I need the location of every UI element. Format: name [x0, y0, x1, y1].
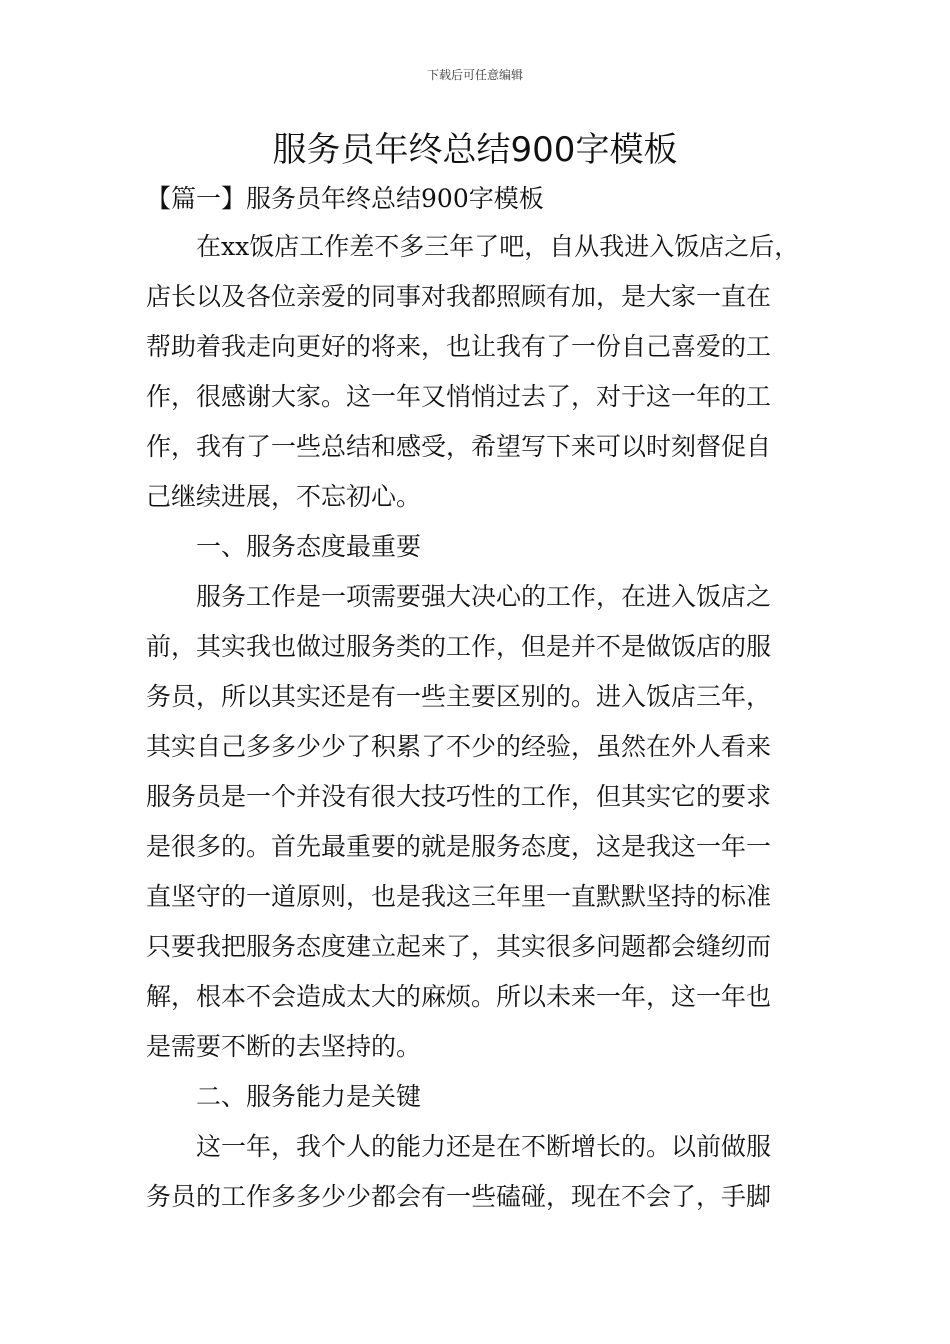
text-line: 直坚守的一道原则，也是我这三年里一直默默坚持的标准: [146, 882, 772, 911]
text-line: 务员，所以其实还是有一些主要区别的。进入饭店三年，: [146, 682, 772, 711]
document-body: [146, 176, 811, 1222]
document-title: 服务员年终总结900字模板: [272, 130, 678, 170]
header-note: 下载后可任意编辑: [426, 68, 523, 82]
text-line: 服务员是一个并没有很大技巧性的工作，但其实它的要求: [146, 782, 772, 811]
text-line: 只要我把服务态度建立起来了，其实很多问题都会缝纫而: [146, 932, 772, 961]
section-heading: 二、服务能力是关键: [196, 1082, 422, 1111]
paragraph: [146, 222, 811, 522]
text-line: 是很多的。首先最重要的就是服务态度，这是我这一年一: [146, 832, 772, 861]
text-line: 务员的工作多多少少都会有一些磕碰，现在不会了，手脚: [146, 1182, 772, 1211]
text-line: 店长以及各位亲爱的同事对我都照顾有加，是大家一直在: [146, 282, 772, 311]
text-line: 己继续进展，不忘初心。: [146, 482, 422, 511]
paragraph: [146, 1122, 811, 1222]
text-line: 服务工作是一项需要强大决心的工作，在进入饭店之: [146, 582, 772, 611]
section-heading: 一、服务态度最重要: [196, 532, 422, 561]
text-line: 解，根本不会造成太大的麻烦。所以未来一年，这一年也: [146, 982, 772, 1011]
text-line: 其实自己多多少少了积累了不少的经验，虽然在外人看来: [146, 732, 772, 761]
text-line: 前，其实我也做过服务类的工作，但是并不是做饭店的服: [146, 632, 772, 661]
text-line: 帮助着我走向更好的将来，也让我有了一份自己喜爱的工: [146, 332, 772, 361]
text-line: 作，我有了一些总结和感受，希望写下来可以时刻督促自: [146, 432, 772, 461]
paragraph: [146, 572, 811, 1072]
text-line: 这一年，我个人的能力还是在不断增长的。以前做服: [146, 1132, 772, 1161]
text-line: 在xx饭店工作差不多三年了吧，自从我进入饭店之后，: [146, 232, 800, 261]
text-line: 作，很感谢大家。这一年又悄悄过去了，对于这一年的工: [146, 382, 772, 411]
text-line: 是需要不断的去坚持的。: [146, 1032, 422, 1061]
section-subtitle: 【篇一】服务员年终总结900字模板: [146, 184, 544, 213]
